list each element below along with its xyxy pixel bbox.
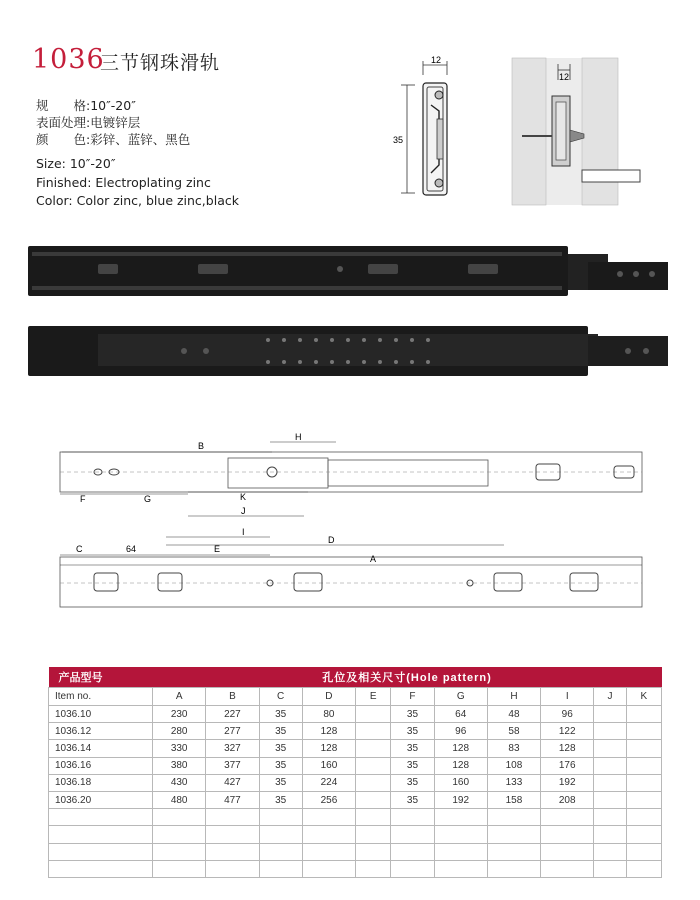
table-cell xyxy=(356,826,391,843)
dim-b-label: B xyxy=(198,441,205,451)
table-cell xyxy=(434,826,487,843)
table-cell: 64 xyxy=(434,706,487,723)
table-cell xyxy=(594,860,626,877)
table-row xyxy=(49,826,662,843)
table-row xyxy=(49,791,662,808)
table-cell xyxy=(259,843,302,860)
table-row xyxy=(49,757,662,774)
table-cell: 35 xyxy=(391,706,434,723)
profile-width-label: 12 xyxy=(431,55,442,65)
hole-pattern-diagram-1 xyxy=(48,430,658,525)
table-cell: 48 xyxy=(487,706,540,723)
spec-finish-en: Finished: Electroplating zinc xyxy=(36,175,211,190)
table-cell: 160 xyxy=(302,757,355,774)
table-cell xyxy=(541,826,594,843)
table-cell xyxy=(391,843,434,860)
dim-e-label: E xyxy=(214,544,221,554)
rail-photo-closed xyxy=(28,242,668,304)
table-cell xyxy=(302,809,355,826)
table-cell: 327 xyxy=(206,740,259,757)
table-cell xyxy=(391,809,434,826)
column-header: E xyxy=(356,688,391,706)
table-cell xyxy=(626,860,661,877)
table-column-header-row xyxy=(49,688,662,706)
table-cell: 176 xyxy=(541,757,594,774)
table-cell xyxy=(434,843,487,860)
table-cell xyxy=(626,740,661,757)
table-cell xyxy=(206,826,259,843)
table-row xyxy=(49,706,662,723)
table-cell xyxy=(206,809,259,826)
table-cell: 128 xyxy=(434,740,487,757)
column-header: G xyxy=(434,688,487,706)
table-cell xyxy=(626,809,661,826)
table-cell: 35 xyxy=(259,791,302,808)
table-cell xyxy=(626,723,661,740)
table-cell: 377 xyxy=(206,757,259,774)
dim-h-label: H xyxy=(295,432,302,442)
dim-a-label: A xyxy=(370,554,377,564)
table-cell xyxy=(487,860,540,877)
table-row xyxy=(49,740,662,757)
mount-width-label: 12 xyxy=(559,72,570,82)
table-cell xyxy=(356,809,391,826)
table-cell: 128 xyxy=(541,740,594,757)
table-cell: 133 xyxy=(487,774,540,791)
table-cell xyxy=(626,774,661,791)
table-row xyxy=(49,723,662,740)
table-cell: 277 xyxy=(206,723,259,740)
table-row xyxy=(49,809,662,826)
table-row xyxy=(49,843,662,860)
table-cell: 35 xyxy=(259,740,302,757)
table-header-model: 产品型号 xyxy=(49,667,153,688)
table-cell xyxy=(594,809,626,826)
dim-d-label: D xyxy=(328,535,335,545)
spec-size-en: Size: 10″-20″ xyxy=(36,156,116,171)
table-cell xyxy=(302,843,355,860)
table-cell: 224 xyxy=(302,774,355,791)
table-cell: 160 xyxy=(434,774,487,791)
table-cell: 427 xyxy=(206,774,259,791)
column-header: Item no. xyxy=(49,688,153,706)
table-cell: 208 xyxy=(541,791,594,808)
spec-size-cn: 规 格:10″-20″ xyxy=(36,98,136,113)
table-cell xyxy=(626,826,661,843)
table-cell xyxy=(594,740,626,757)
table-cell xyxy=(356,706,391,723)
profile-diagram xyxy=(395,55,475,205)
column-header: F xyxy=(391,688,434,706)
spec-color-en: Color: Color zinc, blue zinc,black xyxy=(36,193,239,208)
table-cell xyxy=(49,809,153,826)
table-cell: 380 xyxy=(153,757,206,774)
table-cell xyxy=(541,843,594,860)
table-cell: 230 xyxy=(153,706,206,723)
profile-height-label: 35 xyxy=(393,135,404,145)
table-header-hole-pattern: 孔位及相关尺寸(Hole pattern) xyxy=(153,667,662,688)
dim-i-label: I xyxy=(242,527,245,537)
table-cell: 1036.16 xyxy=(49,757,153,774)
table-cell xyxy=(49,843,153,860)
column-header: A xyxy=(153,688,206,706)
table-cell xyxy=(153,860,206,877)
table-cell xyxy=(153,809,206,826)
table-cell xyxy=(356,860,391,877)
table-cell xyxy=(302,826,355,843)
table-cell: 128 xyxy=(302,740,355,757)
spec-color-cn: 颜 色:彩锌、蓝锌、黑色 xyxy=(36,132,191,147)
table-cell: 1036.14 xyxy=(49,740,153,757)
column-header: D xyxy=(302,688,355,706)
product-name: 三节钢珠滑轨 xyxy=(100,52,221,74)
table-cell xyxy=(206,843,259,860)
table-cell: 122 xyxy=(541,723,594,740)
table-cell: 35 xyxy=(391,740,434,757)
table-cell: 158 xyxy=(487,791,540,808)
rail-photo-extended xyxy=(28,322,668,382)
table-cell xyxy=(391,860,434,877)
table-cell xyxy=(434,809,487,826)
table-cell xyxy=(49,860,153,877)
table-cell: 35 xyxy=(259,706,302,723)
table-row xyxy=(49,860,662,877)
table-cell xyxy=(49,826,153,843)
table-cell xyxy=(356,843,391,860)
table-row xyxy=(49,774,662,791)
column-header: J xyxy=(594,688,626,706)
table-cell: 256 xyxy=(302,791,355,808)
table-cell: 1036.10 xyxy=(49,706,153,723)
table-cell xyxy=(594,774,626,791)
table-cell: 80 xyxy=(302,706,355,723)
table-cell xyxy=(487,843,540,860)
dim-f-label: F xyxy=(80,494,86,504)
table-cell: 96 xyxy=(434,723,487,740)
table-cell: 1036.18 xyxy=(49,774,153,791)
spec-finish-cn: 表面处理:电镀锌层 xyxy=(36,115,141,130)
table-cell: 280 xyxy=(153,723,206,740)
table-cell: 480 xyxy=(153,791,206,808)
column-header: C xyxy=(259,688,302,706)
table-cell xyxy=(259,809,302,826)
table-cell xyxy=(356,723,391,740)
table-cell xyxy=(594,723,626,740)
table-cell xyxy=(356,774,391,791)
column-header: K xyxy=(626,688,661,706)
table-cell xyxy=(594,791,626,808)
table-cell: 128 xyxy=(434,757,487,774)
table-cell xyxy=(626,757,661,774)
table-cell: 35 xyxy=(391,757,434,774)
table-cell xyxy=(487,809,540,826)
table-cell xyxy=(626,791,661,808)
table-cell: 1036.12 xyxy=(49,723,153,740)
column-header: B xyxy=(206,688,259,706)
table-cell xyxy=(259,826,302,843)
table-cell: 477 xyxy=(206,791,259,808)
table-cell: 35 xyxy=(259,774,302,791)
table-cell: 1036.20 xyxy=(49,791,153,808)
hole-pattern-diagram-2 xyxy=(48,527,658,615)
table-cell xyxy=(434,860,487,877)
table-cell xyxy=(356,757,391,774)
table-cell: 192 xyxy=(541,774,594,791)
table-cell xyxy=(541,809,594,826)
dim-64-label: 64 xyxy=(126,544,137,554)
table-cell: 128 xyxy=(302,723,355,740)
dim-j-label: J xyxy=(241,506,246,516)
model-number: 1036 xyxy=(32,44,105,75)
table-cell: 35 xyxy=(259,723,302,740)
dim-g-label: G xyxy=(144,494,152,504)
table-cell: 430 xyxy=(153,774,206,791)
table-cell: 35 xyxy=(391,723,434,740)
table-cell: 96 xyxy=(541,706,594,723)
column-header: H xyxy=(487,688,540,706)
dim-c-label: C xyxy=(76,544,83,554)
column-header: I xyxy=(541,688,594,706)
table-cell: 35 xyxy=(391,791,434,808)
table-cell: 330 xyxy=(153,740,206,757)
table-cell xyxy=(356,791,391,808)
table-cell: 227 xyxy=(206,706,259,723)
table-cell xyxy=(626,706,661,723)
dim-k-label: K xyxy=(240,492,247,502)
table-cell xyxy=(391,826,434,843)
table-cell xyxy=(206,860,259,877)
table-cell: 108 xyxy=(487,757,540,774)
table-cell xyxy=(594,757,626,774)
table-cell: 192 xyxy=(434,791,487,808)
table-cell: 83 xyxy=(487,740,540,757)
table-cell xyxy=(594,843,626,860)
table-cell: 35 xyxy=(391,774,434,791)
table-cell xyxy=(626,843,661,860)
table-cell: 58 xyxy=(487,723,540,740)
table-cell xyxy=(541,860,594,877)
table-cell xyxy=(153,843,206,860)
table-cell xyxy=(356,740,391,757)
table-cell: 35 xyxy=(259,757,302,774)
table-cell xyxy=(487,826,540,843)
table-cell xyxy=(594,826,626,843)
table-cell xyxy=(302,860,355,877)
table-cell xyxy=(259,860,302,877)
table-cell xyxy=(594,706,626,723)
mounting-diagram xyxy=(512,58,618,205)
table-cell xyxy=(153,826,206,843)
hole-pattern-table xyxy=(48,667,662,878)
